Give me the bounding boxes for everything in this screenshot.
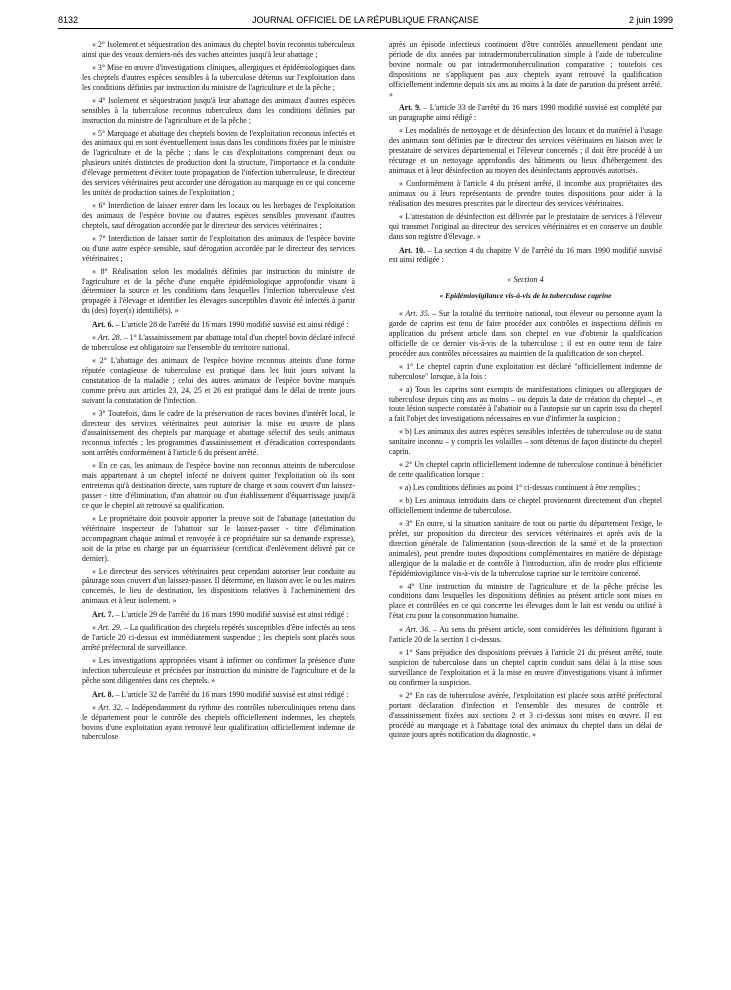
page-number: 8132 xyxy=(58,15,79,25)
article-intro: – L'article 28 de l'arrêté du 16 mars 1990 modifié susvisé est ainsi rédigé : xyxy=(113,320,349,330)
paragraph: « 4° Une instruction du ministre de l'agriculture et de la pêche précise les conditions dans lesquelles les dispositions définies au présent article sont mises en place et contrôlées en ce qui concerne les élevages dont le lait est vendu ou utilisé à l'état cru pour la consommation humaine. xyxy=(389,581,662,621)
paragraph: « Les modalités de nettoyage et de désinfection des locaux et du matériel à l'usage des animaux sont définies par le directeur des services vétérinaires en liaison avec le prestataire de services départemental et l'éleveur concernés ; il doit être procédé à un récurage et un nettoyage approfondis des bâtiments ou lieux d'hébergement des animaux et à leur désinfection au moyen des désinfectants approuvés autorisés. xyxy=(389,126,662,175)
paragraph: « L'attestation de désinfection est délivrée par le prestataire de services à l'éleveur qui transmet l'original au directeur des services vétérinaires et en conserve un double dans son registre d'élevage. » xyxy=(389,211,662,241)
paragraph: « Conformément à l'article 4 du présent arrêté, il incombe aux propriétaires des animaux ou à leurs représentants de prendre toutes dispositions pour aider à la réalisation des mesures prescrites par le directeur des services vétérinaires. xyxy=(389,178,662,208)
paragraph: « 2° En cas de tuberculose avérée, l'exploitation est placée sous arrêté préfectoral portant déclaration d'infection et l'ensemble des mesures de contrôle et d'assainissement fixées aux sections 2 et 3 ci-dessus sont mises en œuvre. Il est procédé au marquage et à l'abattage total des animaux du cheptel dans un délai de quinze jours après notification du diagnostic. » xyxy=(389,690,662,740)
paragraph: « 5° Marquage et abattage des cheptels bovins de l'exploitation reconnus infectés et des animaux qui en sont éventuellement issus dans les conditions fixées par le ministre de l'agriculture et de la pêche ; dans le cas d'exploitations comprenant deux ou plusieurs unités distinctes de production dont la structure, l'importance et la conduite d'élevage permettent d'éviter toute propagation de l'infection tuberculeuse, le directeur des services vétérinaires peut accorder une dérogation au marquage en ce qui concerne les unités de production saines de l'exploitation ; xyxy=(82,128,355,197)
article-number: Art. 6. xyxy=(92,320,114,330)
article-9 xyxy=(389,103,662,123)
article-7 xyxy=(82,610,355,620)
right-column xyxy=(389,40,662,743)
article-reference: Art. 28. xyxy=(97,333,122,343)
paragraph: « 8° Réalisation selon les modalités définies par instruction du ministre de l'agriculture et de la pêche d'une enquête épidémiologique approfondie visant à déterminer la source et les conditions dans lesquelles l'infection tuberculeuse s'est propagée à l'élevage et identifier les élevages susceptibles d'avoir été infectés à partir du (des) foyer(s) identifié(s). » xyxy=(82,266,355,316)
paragraph: « 2° L'abattage des animaux de l'espèce bovine reconnus atteints d'une forme réputée contagieuse de tuberculose est pratiqué dans les huit jours suivant la constatation de la maladie ; celui des autres animaux de l'espèce bovine marqués comme prévu aux articles 23, 24, 25 et 26 est pratiqué dans le délai de trente jours suivant la constatation de l'infection. xyxy=(82,356,355,405)
paragraph: « a) Tous les caprins sont exempts de manifestations cliniques ou allergiques de tuberculose depuis cinq ans au moins – ou depuis la date de création du cheptel –, et toute lésion suspecte constatée à l'abattoir ou à l'autopsie sur un caprin issu du cheptel a fait l'objet des investigations nécessaires en vue d'infirmer la suspicion ; xyxy=(389,384,662,424)
paragraph-text: – Au sens du présent article, sont considérées les définitions figurant à l'article 20 de la section 1 ci-dessus. xyxy=(389,625,663,645)
section-heading: « Section 4 xyxy=(507,275,544,285)
paragraph xyxy=(82,623,355,653)
article-8 xyxy=(82,690,355,700)
article-intro: – L'article 33 de l'arrêté du 16 mars 1990 modifié susvisé est complété par un paragraphe ainsi rédigé : xyxy=(389,103,662,123)
paragraph-text: – Sur la totalité du territoire national, tout éleveur ou personne ayant la garde de caprins est tenu de faire procéder aux contrôles et inspections définis en application du présent article dans son cheptel en vue d'obtenir la qualification officielle de ce dernier vis-à-vis de la tuberculose ; il est en outre tenu de faire procéder aux contrôles nécessaires au maintien de la qualification de son cheptel. xyxy=(389,309,662,358)
article-intro: – La section 4 du chapitre V de l'arrêté du 16 mars 1990 modifié susvisé est ainsi rédigée : xyxy=(389,245,662,265)
paragraph: « b) Les animaux des autres espèces sensibles infectées de tuberculose ou de statut sanitaire inconnu – y compris les volailles – sont détenus de façon distincte du cheptel caprin. xyxy=(389,427,662,457)
paragraph: « 1° Sans préjudice des dispositions prévues à l'article 21 du présent arrêté, toute suspicion de tuberculose dans un cheptel caprin conduit sans délai à la mise sous surveillance de l'exploitation et à la mise en œuvre d'investigations visant à infirmer ou confirmer la suspicion. xyxy=(389,648,662,687)
paragraph: « 6° Interdiction de laisser entrer dans les locaux ou les herbages de l'exploitation des animaux de l'espèce bovine ou d'autres espèces sensibles provenant d'autres cheptels, sauf dérogation accordée par le directeur des services vétérinaires ; xyxy=(82,200,355,230)
paragraph: après un épisode infectieux continuent d'être contrôlés annuellement pendant une période de dix années par intradermotuberculination simple à l'aide de tuberculine bovine normale ou par intradermotuberculination comparative ; toutefois ces dispositions ne s'appliquent pas aux cheptels ayant retrouvé la qualification officiellement indemne depuis six ans au moins à la date de parution du présent arrêté. » xyxy=(389,40,662,99)
paragraph: « a) Les conditions définies au point 1° ci-dessus continuent à être remplies ; xyxy=(399,483,641,493)
article-reference: Art. 35. xyxy=(405,309,430,319)
section-title: « Epidémiovigilance vis-à-vis de la tuberculose caprine xyxy=(439,291,612,301)
article-6 xyxy=(82,320,355,330)
quote-mark: « xyxy=(399,309,406,319)
article-number: Art. 9. xyxy=(399,103,421,113)
paragraph: « Les investigations appropriées visant à infirmer ou confirmer la présence d'une infection tuberculeuse et précisées par instruction du ministre de l'agriculture et de la pêche sont diligentées dans ces cheptels. » xyxy=(82,655,355,685)
article-reference: Art. 36. xyxy=(405,625,431,635)
paragraph-text: – La qualification des cheptels repérés susceptibles d'être infectés au sens de l'article 20 ci-dessus est immédiatement suspendue ; les cheptels sont placés sous arrêté préfectoral de surveillance. xyxy=(82,623,356,652)
paragraph xyxy=(389,625,662,645)
paragraph: « 3° Toutefois, dans le cadre de la préservation de races bovines d'intérêt local, le directeur des services vétérinaires peut autoriser la mise en œuvre de plans d'assainissement des cheptels par marquage et abattage sélectif des seuls animaux reconnus infectés ; les programmes d'assainissement et d'éradication correspondants sont arrêtés conformément à l'article 6 du présent arrêté. xyxy=(82,408,355,458)
paragraph: « 2° Isolement et séquestration des animaux du cheptel bovin reconnus tuberculeux ainsi que des veaux derniers-nés des vaches atteintes jusqu'à leur abattage ; xyxy=(82,40,355,59)
paragraph: « 3° Mise en œuvre d'investigations cliniques, allergiques et épidémiologiques dans les cheptels d'autres espèces sensibles à la tuberculose détenus sur l'exploitation dans les conditions définies par instruction du ministre de l'agriculture et de la pêche ; xyxy=(82,62,355,92)
paragraph xyxy=(389,309,662,359)
quote-mark: « xyxy=(92,623,98,633)
paragraph: « Le directeur des services vétérinaires peut cependant autoriser leur conduite au pâturage sous couvert d'un laissez-passer. Il détermine, en liaison avec le ou les maires concernés, le lieu de destination, les dispositions relatives à l'acheminement des animaux et à leur isolement. » xyxy=(82,566,355,606)
quote-mark: « xyxy=(399,625,406,635)
article-number: Art. 7. xyxy=(92,610,114,620)
paragraph: « 1° Le cheptel caprin d'une exploitation est déclaré "officiellement indemne de tuberculose" lorsque, à la fois : xyxy=(389,361,662,381)
paragraph: « 3° En outre, si la situation sanitaire de tout ou partie du département l'exige, le préfet, sur proposition du directeur des services vétérinaires et après avis de la direction générale de l'alimentation (sous-direction de la santé et de la protection animales), peut prendre toutes dispositions complémentaires en matière de dépistage allergique de la maladie et de contrôle à l'introduction, afin de rendre plus efficiente l'épidémiovigilance vis-à-vis de la tuberculose caprine sur le territoire concerné. xyxy=(389,519,662,578)
article-reference: Art. 29. xyxy=(97,623,122,633)
quote-mark: « xyxy=(92,702,99,712)
paragraph xyxy=(82,703,355,743)
paragraph: « En ce cas, les animaux de l'espèce bovine non reconnus atteints de tuberculose mais appartenant à un cheptel infecté ne doivent quitter l'exploitation où ils sont entretenus qu'à destination directe, sans rupture de charge et sous couvert d'un laissez-passer - titre d'élimination, d'un abattoir ou d'un établissement d'équarrissage jusqu'à ce que le cheptel ait retrouvé sa qualification. xyxy=(82,461,355,510)
paragraph: « Le propriétaire doit pouvoir apporter la preuve soit de l'abattage (attestation du vétérinaire inspecteur de l'abattoir sur le laissez-passer - titre d'élimination accompagnant chaque animal et renvoyée à ce propriétaire sur sa demande expresse), soit de la prise en charge par un équarrisseur (certificat d'enlèvement délivré par ce dernier). xyxy=(82,513,355,563)
article-reference: Art. 32. xyxy=(98,702,123,712)
header-rule xyxy=(58,28,673,29)
left-column xyxy=(82,40,355,745)
quote-mark: « xyxy=(92,333,98,343)
article-intro: – L'article 32 de l'arrêté du 16 mars 1990 modifié susvisé est ainsi rédigé : xyxy=(113,689,349,699)
paragraph: « b) Les animaux introduits dans ce cheptel proviennent directement d'un cheptel officiellement indemne de tuberculose. xyxy=(389,496,662,515)
paragraph-text: – 1° L'assainissement par abattage total d'un cheptel bovin déclaré infecté de tuberculose est obligatoire sur l'ensemble du territoire national. xyxy=(82,333,355,353)
journal-title: JOURNAL OFFICIEL DE LA RÉPUBLIQUE FRANÇAISE xyxy=(252,15,479,25)
paragraph xyxy=(82,333,355,353)
publication-date: 2 juin 1999 xyxy=(628,15,673,25)
article-intro: – L'article 29 de l'arrêté du 16 mars 1990 modifié susvisé est ainsi rédigé : xyxy=(113,610,349,620)
paragraph: « 4° Isolement et séquestration jusqu'à leur abattage des animaux d'autres espèces sensibles à la tuberculose reconnus tuberculeux dans les conditions définies par instruction du ministre de l'agriculture et de la pêche ; xyxy=(82,95,355,125)
paragraph: « 7° Interdiction de laisser sortir de l'exploitation des animaux de l'espèce bovine ou d'une autre espèce sensible, sauf dérogation accordée par le directeur des services vétérinaires ; xyxy=(82,233,355,263)
paragraph: « 2° Un cheptel caprin officiellement indemne de tuberculose continue à bénéficier de cette qualification lorsque : xyxy=(389,460,662,480)
article-number: Art. 8. xyxy=(92,689,114,699)
article-10 xyxy=(389,246,662,266)
paragraph-text: – Indépendamment du rythme des contrôles tuberculiniques retenu dans le département pour le contrôle des cheptels officiellement indemnes, les cheptels bovins d'une exploitation ayant retrouvé leur qualification officiellement indemne de tuberculose xyxy=(82,702,356,742)
page-header xyxy=(58,14,673,27)
article-number: Art. 10. xyxy=(399,245,426,255)
